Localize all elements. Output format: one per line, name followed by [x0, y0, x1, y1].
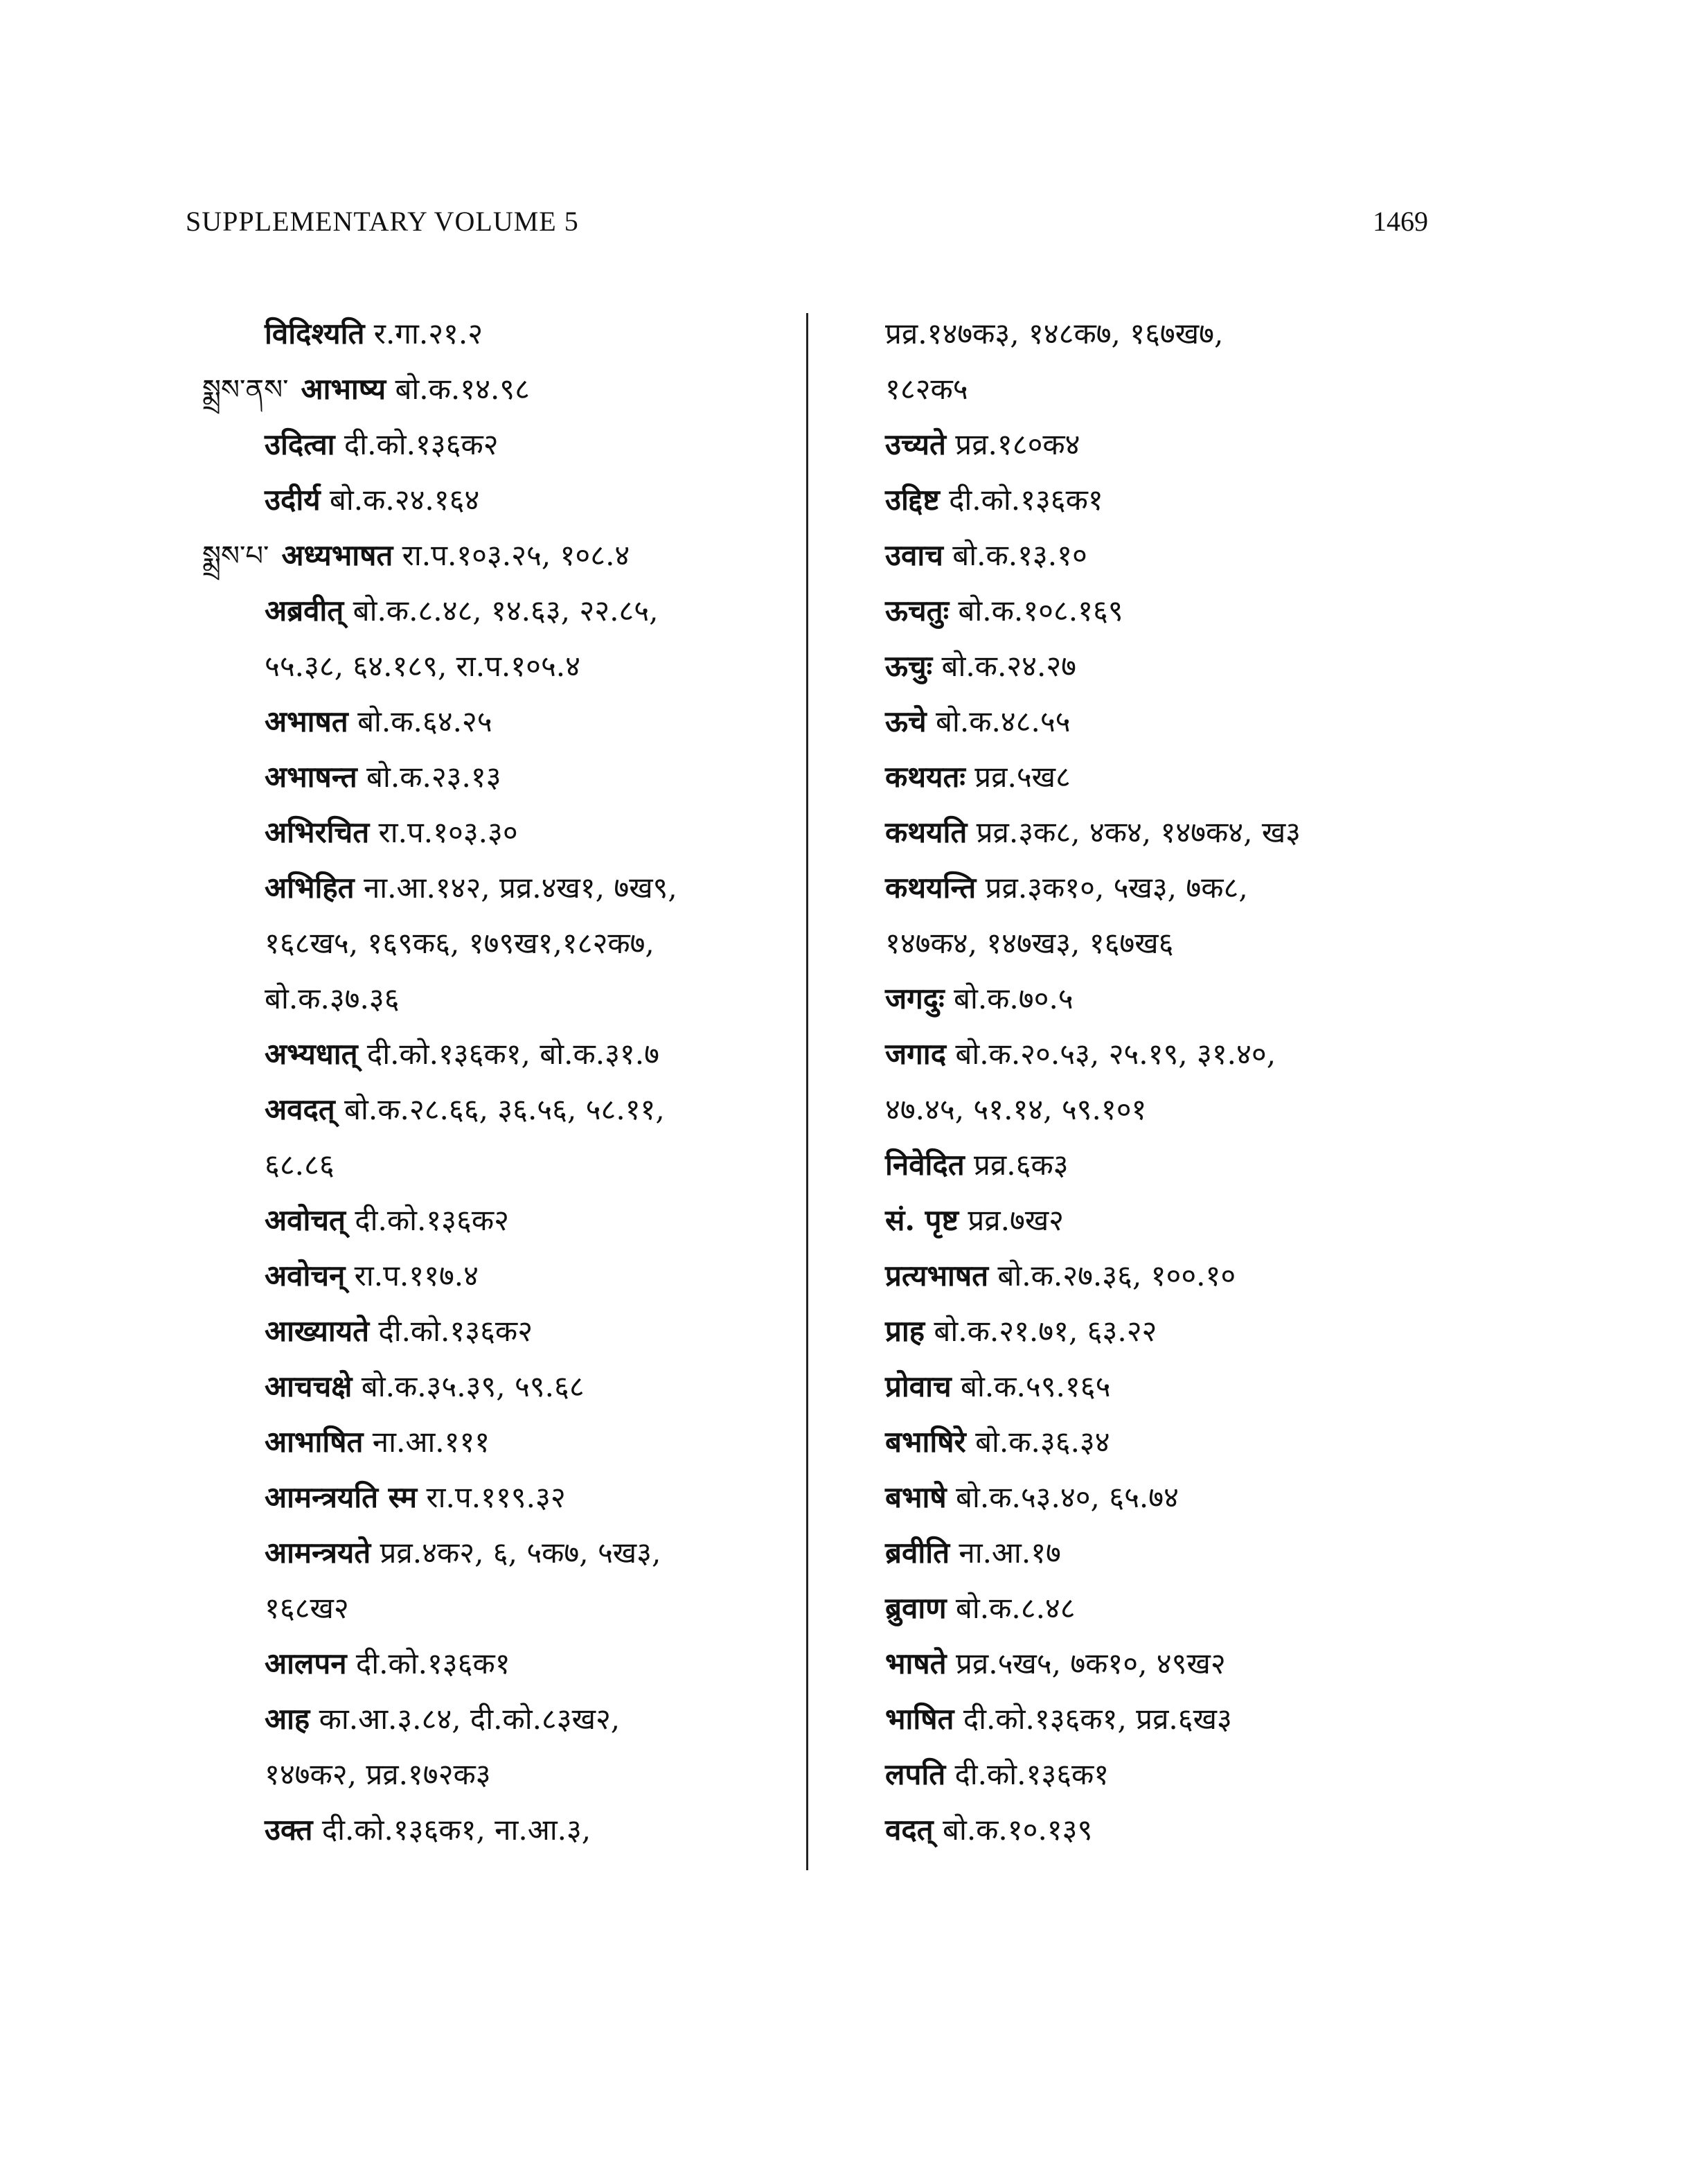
reference: दी.को.१३६क१: [945, 1757, 1110, 1791]
reference: बो.क.२८.६६, ३६.५६, ५८.११,: [335, 1092, 665, 1126]
headword: उद्दिष्ट: [885, 483, 940, 517]
reference: बो.क.१०८.१६९: [949, 594, 1123, 628]
headword: अब्रवीत्: [265, 594, 344, 628]
index-entry: [885, 1414, 1495, 1470]
headword: आमन्त्रयते: [265, 1536, 371, 1570]
index-entry: [194, 1802, 790, 1858]
right-column: [885, 306, 1495, 1858]
headword: ऊचुः: [885, 649, 933, 683]
index-entry: [194, 1636, 790, 1692]
index-entry: [885, 1692, 1495, 1747]
reference: दी.को.१३६क२: [345, 1203, 509, 1237]
reference: बो.क.८.४८, १४.६३, २२.८५,: [344, 594, 659, 628]
reference: ना.आ.१४२, प्रव्र.४ख१, ७ख९,: [354, 871, 677, 905]
reference: बो.क.३५.३९, ५९.६८: [352, 1369, 585, 1403]
index-entry: [885, 639, 1495, 694]
index-entry: [885, 694, 1495, 749]
index-entry: [194, 860, 790, 916]
index-entry: [194, 472, 790, 528]
headword: प्रत्यभाषत: [885, 1259, 989, 1293]
headword: अवोचत्: [265, 1203, 346, 1237]
index-entry: [194, 1692, 790, 1747]
reference: बो.क.७०.५: [944, 982, 1074, 1015]
left-column: [194, 306, 790, 1858]
index-entry: [885, 1082, 1495, 1137]
reference: प्रव्र.६क३: [964, 1148, 1069, 1182]
headword: अवोचन्: [265, 1259, 346, 1293]
headword: जगाद: [885, 1037, 946, 1071]
reference: बो.क.१०.१३९: [933, 1813, 1093, 1847]
index-entry: [194, 1359, 790, 1414]
index-entry: [885, 1470, 1495, 1525]
index-entry: [194, 528, 790, 583]
reference: ६८.८६: [265, 1148, 335, 1182]
headword: आचचक्षे: [265, 1369, 353, 1403]
headword: आभाष्य: [301, 372, 386, 406]
reference: प्रव्र.३क८, ४क४, १४७क४, ख३: [967, 815, 1301, 849]
reference: दी.को.१३६क१, बो.क.३१.७: [357, 1037, 659, 1071]
headword: उवाच: [885, 538, 943, 572]
headword: निवेदित: [885, 1148, 965, 1182]
index-entry: [885, 860, 1495, 916]
index-entry: [885, 472, 1495, 528]
column-divider: [806, 313, 808, 1870]
page-number: 1469: [1373, 206, 1428, 237]
reference: बो.क.५९.१६५: [951, 1369, 1111, 1403]
reference: दी.को.१३६क१: [346, 1646, 510, 1680]
reference: रा.प.११७.४: [345, 1259, 479, 1293]
reference: ना.आ.१७: [950, 1536, 1061, 1570]
headword: ऊचे: [885, 704, 927, 738]
index-entry: [194, 583, 790, 639]
index-entry: [194, 694, 790, 749]
index-entry: [885, 1193, 1495, 1248]
reference: प्रव्र.५ख५, ७क१०, ४९ख२: [946, 1646, 1226, 1680]
headword: कथयतः: [885, 760, 965, 794]
headword: आह: [265, 1702, 310, 1736]
headword: ब्रुवाण: [885, 1591, 947, 1625]
index-entry: [885, 1747, 1495, 1802]
headword: बभाषे: [885, 1480, 947, 1514]
reference: प्रव्र.४क२, ६, ५क७, ५ख३,: [371, 1536, 661, 1570]
index-entry: [885, 1248, 1495, 1304]
reference: बो.क.२७.३६, १००.१०: [988, 1259, 1236, 1293]
index-entry: [885, 1359, 1495, 1414]
reference: दी.को.१३६क१, प्रव्र.६ख३: [954, 1702, 1232, 1736]
reference: बो.क.८.४८: [946, 1591, 1076, 1625]
headword: अभिरचित: [265, 815, 370, 849]
headword: ब्रवीति: [885, 1536, 950, 1570]
index-entry: [885, 916, 1495, 971]
reference: बो.क.४८.५५: [926, 704, 1071, 738]
headword: भाषते: [885, 1646, 947, 1680]
index-entry: [194, 1581, 790, 1636]
headword: प्रोवाच: [885, 1369, 952, 1403]
index-entry: [194, 1027, 790, 1082]
index-entry: [885, 1802, 1495, 1858]
reference: ना.आ.१११: [363, 1425, 490, 1459]
headword: उदित्वा: [265, 427, 335, 461]
reference: दी.को.१३६क१: [939, 483, 1103, 517]
reference: ५५.३८, ६४.१८९, रा.प.१०५.४: [265, 649, 580, 683]
index-entry: [885, 1137, 1495, 1193]
reference: बो.क.२०.५३, २५.१९, ३१.४०,: [946, 1037, 1276, 1071]
index-entry: [194, 1137, 790, 1193]
reference: प्रव्र.१४७क३, १४८क७, १६७ख७,: [885, 317, 1224, 350]
reference: बो.क.२४.१६४: [320, 483, 480, 517]
headword: विदिश्यति: [265, 317, 365, 350]
reference: १८२क५: [885, 372, 968, 406]
index-entry: [885, 306, 1495, 362]
running-header: SUPPLEMENTARY VOLUME 5: [186, 206, 579, 237]
index-entry: [194, 362, 790, 417]
index-entry: [885, 1581, 1495, 1636]
reference: र.गा.२१.२: [364, 317, 483, 350]
index-entry: [885, 528, 1495, 583]
headword: आमन्त्रयति स्म: [265, 1480, 418, 1514]
headword: अभाषन्त: [265, 760, 357, 794]
index-entry: [194, 749, 790, 805]
reference: रा.प.११९.३२: [417, 1480, 566, 1514]
headword: ऊचतुः: [885, 594, 950, 628]
tibetan-term: སྨྲས་ནས་: [202, 374, 289, 406]
reference: बो.क.१३.१०: [943, 538, 1087, 572]
index-entry: [194, 1414, 790, 1470]
reference: बो.क.५३.४०, ६५.७४: [946, 1480, 1179, 1514]
index-entry: [194, 639, 790, 694]
index-entry: [194, 805, 790, 860]
index-entry: [885, 971, 1495, 1027]
reference: दी.को.१३६क२: [335, 427, 499, 461]
reference: प्रव्र.७ख२: [959, 1203, 1065, 1237]
index-entry: [194, 1470, 790, 1525]
reference: प्रव्र.१८०क४: [945, 427, 1080, 461]
index-entry: [194, 417, 790, 472]
headword: अभिहित: [265, 871, 355, 905]
index-entry: [885, 805, 1495, 860]
index-entry: [885, 1304, 1495, 1359]
reference: बो.क.१४.९८: [386, 372, 530, 406]
reference: बो.क.३६.३४: [965, 1425, 1110, 1459]
headword: सं. पृष्ट: [885, 1203, 959, 1237]
reference: ४७.४५, ५१.१४, ५९.१०१: [885, 1092, 1147, 1126]
reference: प्रव्र.३क१०, ५ख३, ७क८,: [976, 871, 1248, 905]
reference: १४७क२, प्रव्र.१७२क३: [265, 1757, 491, 1791]
index-entry: [194, 306, 790, 362]
reference: रा.प.१०३.३०: [369, 815, 518, 849]
headword: अवदत्: [265, 1092, 335, 1126]
headword: आभाषित: [265, 1425, 364, 1459]
reference: बो.क.६४.२५: [348, 704, 492, 738]
headword: अध्यभाषत: [281, 538, 393, 572]
reference: रा.प.१०३.२५, १०८.४: [393, 538, 630, 572]
index-entry: [885, 417, 1495, 472]
index-entry: [194, 1193, 790, 1248]
index-entry: [194, 1304, 790, 1359]
index-entry: [885, 1525, 1495, 1581]
reference: दी.को.१३६क१, ना.आ.३,: [312, 1813, 591, 1847]
index-entry: [194, 1747, 790, 1802]
headword: उच्यते: [885, 427, 946, 461]
index-entry: [885, 749, 1495, 805]
index-entry: [885, 583, 1495, 639]
headword: उक्त: [265, 1813, 313, 1847]
reference: १४७क४, १४७ख३, १६७ख६: [885, 926, 1174, 960]
headword: उदीर्य: [265, 483, 321, 517]
headword: आलपन: [265, 1646, 347, 1680]
index-entry: [885, 1636, 1495, 1692]
headword: आख्यायते: [265, 1314, 370, 1348]
reference: बो.क.२४.२७: [932, 649, 1077, 683]
reference: १६८ख२: [265, 1591, 349, 1625]
headword: प्राह: [885, 1314, 925, 1348]
reference: १६८ख५, १६९क६, १७९ख१,१८२क७,: [265, 926, 654, 960]
index-entry: [194, 1525, 790, 1581]
index-entry: [885, 1027, 1495, 1082]
headword: वदत्: [885, 1813, 934, 1847]
reference: बो.क.३७.३६: [265, 982, 400, 1015]
index-entry: [194, 971, 790, 1027]
index-entry: [194, 1082, 790, 1137]
headword: लपति: [885, 1757, 946, 1791]
headword: अभाषत: [265, 704, 348, 738]
reference: दी.को.१३६क२: [369, 1314, 533, 1348]
headword: कथयति: [885, 815, 968, 849]
headword: बभाषिरे: [885, 1425, 966, 1459]
index-entry: [885, 362, 1495, 417]
headword: भाषित: [885, 1702, 954, 1736]
reference: का.आ.३.८४, दी.को.८३ख२,: [310, 1702, 621, 1736]
reference: बो.क.२३.१३: [357, 760, 501, 794]
headword: जगदुः: [885, 982, 945, 1015]
tibetan-term: སྨྲས་པ་: [202, 540, 269, 572]
index-entry: [194, 1248, 790, 1304]
index-entry: [194, 916, 790, 971]
headword: कथयन्ति: [885, 871, 977, 905]
reference: प्रव्र.५ख८: [965, 760, 1071, 794]
headword: अभ्यधात्: [265, 1037, 358, 1071]
reference: बो.क.२१.७१, ६३.२२: [925, 1314, 1157, 1348]
